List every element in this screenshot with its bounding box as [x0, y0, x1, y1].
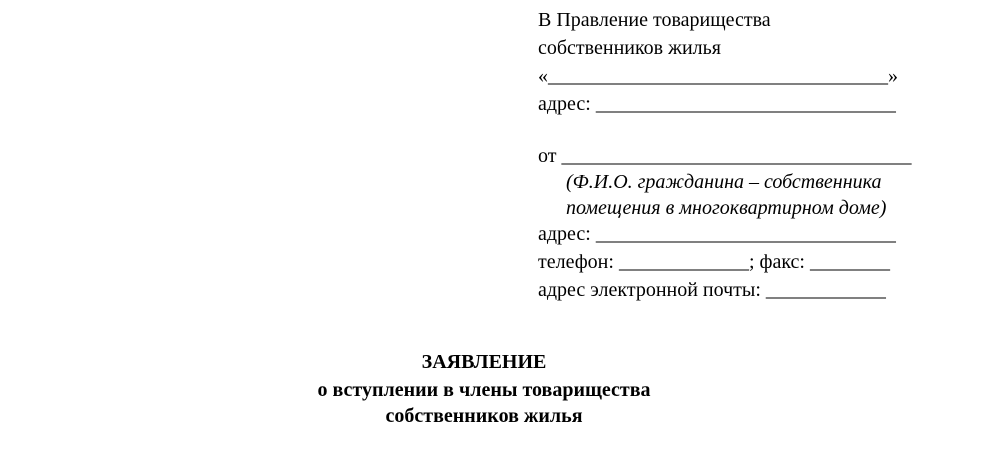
document-subtitle-line-2: собственников жилья: [385, 405, 583, 427]
sender-phone-fax-line: телефон: _____________; факс: ________: [538, 251, 890, 273]
sender-email-line: адрес электронной почты: ____________: [538, 279, 886, 301]
document-title: ЗАЯВЛЕНИЕ: [421, 351, 547, 373]
recipient-name-blank: «__________________________________»: [538, 65, 898, 87]
recipient-address-line: адрес: ______________________________: [538, 93, 896, 115]
sender-note-line-2: помещения в многоквартирном доме): [566, 197, 887, 219]
sender-from-line: от ___________________________________: [538, 145, 912, 167]
document-subtitle-line-1: о вступлении в члены товарищества: [317, 379, 651, 401]
sender-address-line: адрес: ______________________________: [538, 223, 896, 245]
recipient-line-2: собственников жилья: [538, 37, 721, 59]
recipient-line-1: В Правление товарищества: [538, 9, 771, 31]
sender-note-line-1: (Ф.И.О. гражданина – собственника: [566, 171, 882, 193]
